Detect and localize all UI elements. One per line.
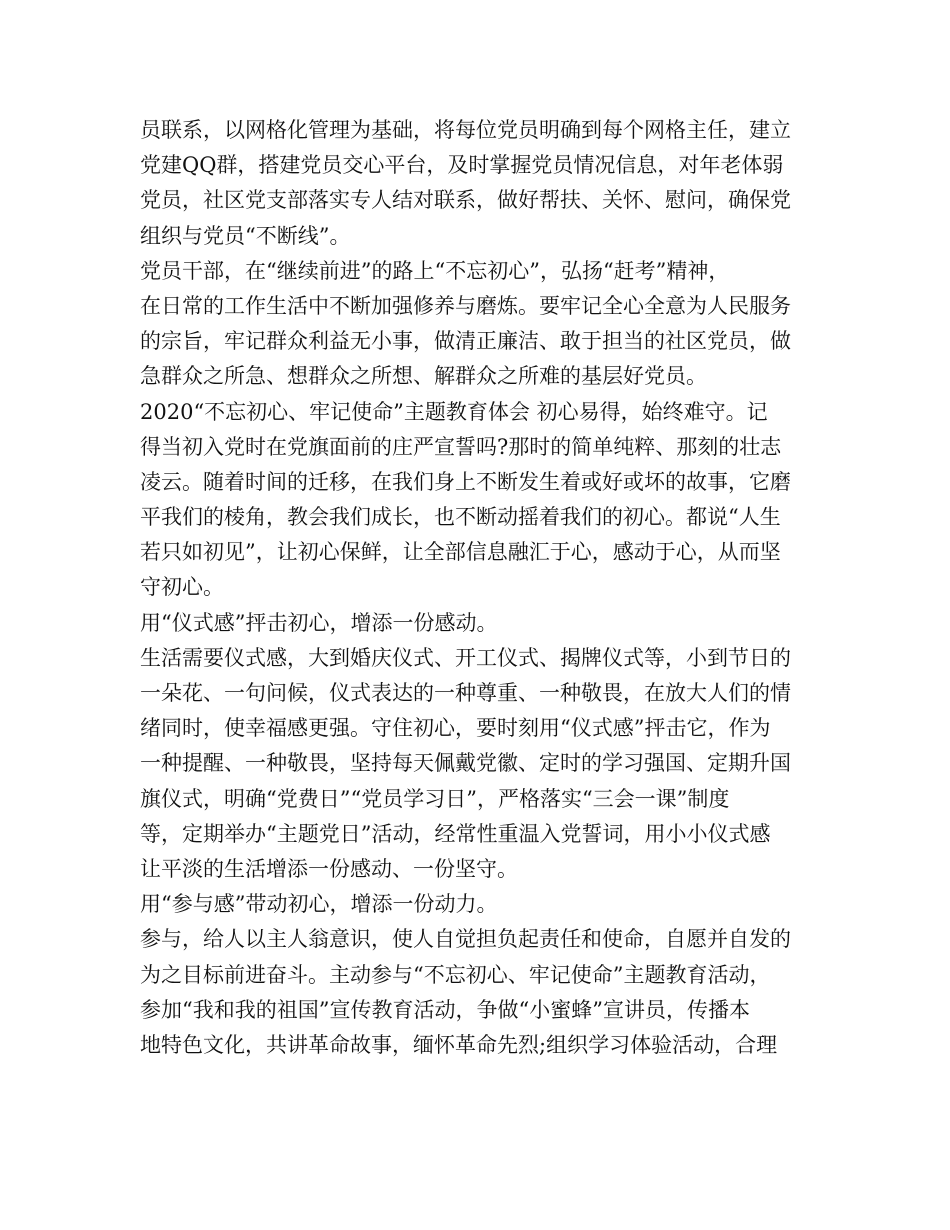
text-line: 旗仪式，明确“党费日”“党员学习日”，严格落实“三会一课”制度 xyxy=(140,786,730,811)
text-line: 绪同时，使幸福感更强。守住初心，要时刻用“仪式感”抨击它，作为 xyxy=(140,716,771,741)
text-line: 等，定期举办“主题党日”活动，经常性重温入党誓词，用小小仪式感 xyxy=(140,821,771,846)
body-text xyxy=(140,113,820,1063)
text-line: 平我们的棱角，教会我们成长，也不断动摇着我们的初心。都说“人生 xyxy=(140,505,781,530)
text-line: 让平淡的生活增添一份感动、一份坚守。 xyxy=(140,856,518,881)
text-line: 参加“我和我的祖国”宣传教育活动，争做“小蜜蜂”宣讲员，传播本 xyxy=(140,997,750,1022)
text-line: 2020“不忘初心、牢记使命”主题教育体会 初心易得，始终难守。记 xyxy=(140,399,768,424)
text-line: 为之目标前进奋斗。主动参与“不忘初心、牢记使命”主题教育活动， xyxy=(140,962,771,987)
text-line: 党员干部，在“继续前进”的路上“不忘初心”，弘扬“赶考”精神， xyxy=(140,258,730,283)
text-line: 急群众之所急、想群众之所想、解群众之所难的基层好党员。 xyxy=(140,364,707,389)
text-line: 的宗旨，牢记群众利益无小事，做清正廉洁、敢于担当的社区党员，做 xyxy=(140,329,791,354)
text-line: 参与，给人以主人翁意识，使人自觉担负起责任和使命，自愿并自发的 xyxy=(140,927,791,952)
text-line: 党员，社区党支部落实专人结对联系，做好帮扶、关怀、慰问，确保党 xyxy=(140,188,791,213)
text-line: 用“参与感”带动初心，增添一份动力。 xyxy=(140,892,498,917)
text-line: 若只如初见”，让初心保鲜，让全部信息融汇于心，感动于心，从而坚 xyxy=(140,540,781,565)
text-line: 党建QQ群，搭建党员交心平台，及时掌握党员情况信息，对年老体弱 xyxy=(140,153,784,178)
text-line: 生活需要仪式感，大到婚庆仪式、开工仪式、揭牌仪式等，小到节日的 xyxy=(140,645,791,670)
text-line: 一朵花、一句问候，仪式表达的一种尊重、一种敬畏，在放大人们的情 xyxy=(140,681,791,705)
text-line: 组织与党员“不断线”。 xyxy=(140,223,351,248)
text-line: 一种提醒、一种敬畏，坚持每天佩戴党徽、定时的学习强国、定期升国 xyxy=(140,751,791,776)
text-line: 员联系，以网格化管理为基础，将每位党员明确到每个网格主任，建立 xyxy=(140,118,791,142)
text-line: 凌云。随着时间的迁移，在我们身上不断发生着或好或坏的故事，它磨 xyxy=(140,469,791,494)
text-line: 地特色文化，共讲革命故事，缅怀革命先烈;组织学习体验活动，合理 xyxy=(140,1032,778,1057)
text-line: 守初心。 xyxy=(140,575,224,600)
text-line: 在日常的工作生活中不断加强修养与磨炼。要牢记全心全意为人民服务 xyxy=(140,293,791,318)
text-line: 用“仪式感”抨击初心，增添一份感动。 xyxy=(140,610,498,635)
text-line: 得当初入党时在党旗面前的庄严宣誓吗?那时的简单纯粹、那刻的壮志 xyxy=(140,434,782,459)
